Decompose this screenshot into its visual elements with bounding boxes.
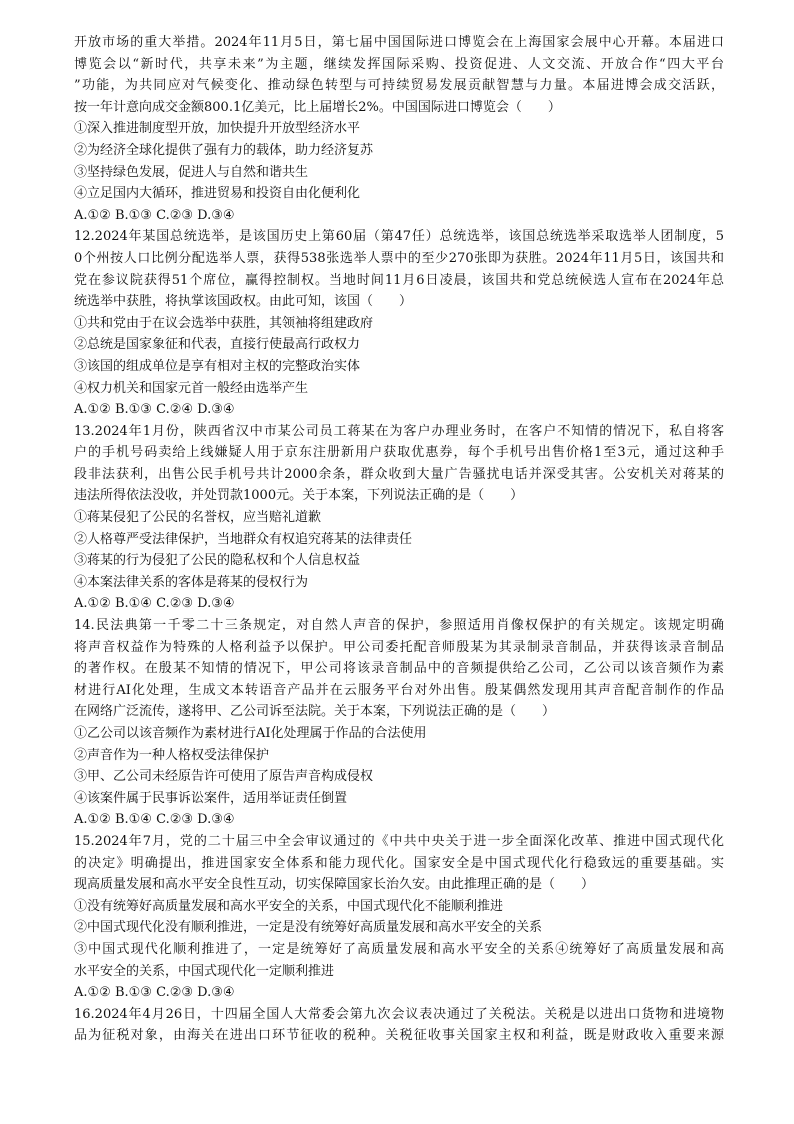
text-line: ③甲、乙公司未经原告许可使用了原告声音构成侵权 (74, 769, 374, 785)
text-line: ③该国的组成单位是享有相对主权的完整政治实体 (74, 358, 361, 374)
text-line: 开放市场的重大举措。2024年11月5日，第七届中国国际进口博览会在上海国家会展中心开幕。本届进口 (74, 35, 724, 50)
text-line: ①深入推进制度型开放，加快提升开放型经济水平 (74, 121, 361, 137)
text-line: 在网络广泛流传，遂将甲、乙公司诉至法院。关于本案，下列说法正确的是（ ） (74, 704, 556, 720)
text-line: 12.2024年某国总统选举，是该国历史上第60届（第47任）总统选举，该国总统选举采取选举人团制度，5 (74, 229, 724, 245)
text-line: ②人格尊严受法律保护，当地群众有权追究蒋某的法律责任 (74, 531, 413, 547)
text-line: 品为征税对象，由海关在进出口环节征收的税种。关税征收事关国家主权和利益，既是财政收入重要来源 (74, 1028, 724, 1044)
text-line: 15.2024年7月，党的二十届三中全会审议通过的《中共中央关于进一步全面深化改革、推进中国式现代化 (74, 833, 724, 849)
text-line: 水平安全的关系，中国式现代化一定顺利推进 (74, 963, 335, 979)
text-line: 党在参议院获得51个席位，赢得控制权。当地时间11月6日凌晨，该国共和党总统候选人宣布在2024年总 (74, 272, 724, 288)
text-line: A.①② B.①③ C.②④ D.③④ (74, 402, 235, 418)
text-line: 统选举中获胜，将执掌该国政权。由此可知，该国（ ） (74, 294, 413, 310)
text-line: 户的手机号码卖给上线嫌疑人用于京东注册新用户获取优惠券，每个手机号出售价格1至3元，通过这种手 (74, 445, 724, 461)
text-line: 0个州按人口比例分配选举人票，获得538张选举人票中的至少270张即为获胜。2024年11月5日，该国共和 (74, 250, 724, 266)
text-line: 博览会以“新时代，共享未来”为主题，继续发挥国际采购、投资促进、人文交流、开放合作“四大平台 (74, 56, 724, 72)
text-line: 段非法获利，出售公民手机号共计2000余条，群众收到大量广告骚扰电话并深受其害。公安机关对蒋某的 (74, 466, 724, 482)
text-line: ③坚持绿色发展，促进人与自然和谐共生 (74, 164, 309, 180)
text-line: ②声音作为一种人格权受法律保护 (74, 747, 270, 763)
text-line: 违法所得依法没收，并处罚款1000元。关于本案，下列说法正确的是（ ） (74, 488, 524, 504)
text-line: 将声音权益作为特殊的人格利益予以保护。甲公司委托配音师殷某为其录制录音制品，并获得该录音制品 (74, 639, 724, 655)
text-line: 按一年计意向成交金额800.1亿美元，比上届增长2%。中国国际进口博览会（ ） (74, 99, 561, 115)
text-line: 的决定》明确提出，推进国家安全体系和能力现代化。国家安全是中国式现代化行稳致远的重要基础。实 (74, 855, 724, 871)
text-line: ①共和党由于在议会选举中获胜，其领袖将组建政府 (74, 315, 374, 331)
text-line: ②为经济全球化提供了强有力的载体，助力经济复苏 (74, 142, 374, 158)
text-line: 的著作权。在殷某不知情的情况下，甲公司将该录音制品中的音频提供给乙公司，乙公司以该音频作为素 (74, 661, 724, 677)
text-line: A.①② B.①④ C.②③ D.③④ (74, 596, 235, 612)
text-line: ④该案件属于民事诉讼案件，适用举证责任倒置 (74, 790, 348, 806)
text-line: ①蒋某侵犯了公民的名誉权，应当赔礼道歉 (74, 510, 322, 526)
text-line: 14.民法典第一千零二十三条规定，对自然人声音的保护，参照适用肖像权保护的有关规定。该规定明确 (74, 618, 724, 634)
text-line: 材进行AI化处理，生成文本转语音产品并在云服务平台对外出售。殷某偶然发现用其声音配音制作的作品 (74, 682, 724, 698)
text-line: ”功能，为共同应对气候变化、推动绿色转型与可持续贸易发展贡献智慧与力量。本届进博会成交活跃， (74, 78, 724, 94)
document-page (74, 32, 724, 1047)
text-line: ③中国式现代化顺利推进了，一定是统筹好了高质量发展和高水平安全的关系④统筹好了高质量发展和高 (74, 941, 724, 957)
text-line: 现高质量发展和高水平安全良性互动，切实保障国家长治久安。由此推理正确的是（ ） (74, 877, 595, 893)
text-line: A.①② B.①④ C.②③ D.③④ (74, 812, 235, 828)
text-line: ④本案法律关系的客体是蒋某的侵权行为 (74, 574, 309, 590)
text-line: 16.2024年4月26日，十四届全国人大常委会第九次会议表决通过了关税法。关税是以进出口货物和进境物 (74, 1006, 724, 1022)
text-line: ④立足国内大循环，推进贸易和投资自由化便利化 (74, 186, 361, 202)
text-line: A.①② B.①③ C.②③ D.③④ (74, 985, 235, 1001)
text-line: ②总统是国家象征和代表，直接行使最高行政权力 (74, 337, 361, 353)
text-line: A.①② B.①③ C.②③ D.③④ (74, 207, 235, 223)
text-line: ④权力机关和国家元首一般经由选举产生 (74, 380, 309, 396)
text-line: 13.2024年1月份，陕西省汉中市某公司员工蒋某在为客户办理业务时，在客户不知情的情况下，私自将客 (74, 423, 724, 439)
text-line: ①乙公司以该音频作为素材进行AI化处理属于作品的合法使用 (74, 726, 427, 741)
text-line: ①没有统筹好高质量发展和高水平安全的关系，中国式现代化不能顺利推进 (74, 898, 504, 914)
text-line: ②中国式现代化没有顺利推进，一定是没有统筹好高质量发展和高水平安全的关系 (74, 920, 543, 936)
text-line: ③蒋某的行为侵犯了公民的隐私权和个人信息权益 (74, 553, 361, 569)
